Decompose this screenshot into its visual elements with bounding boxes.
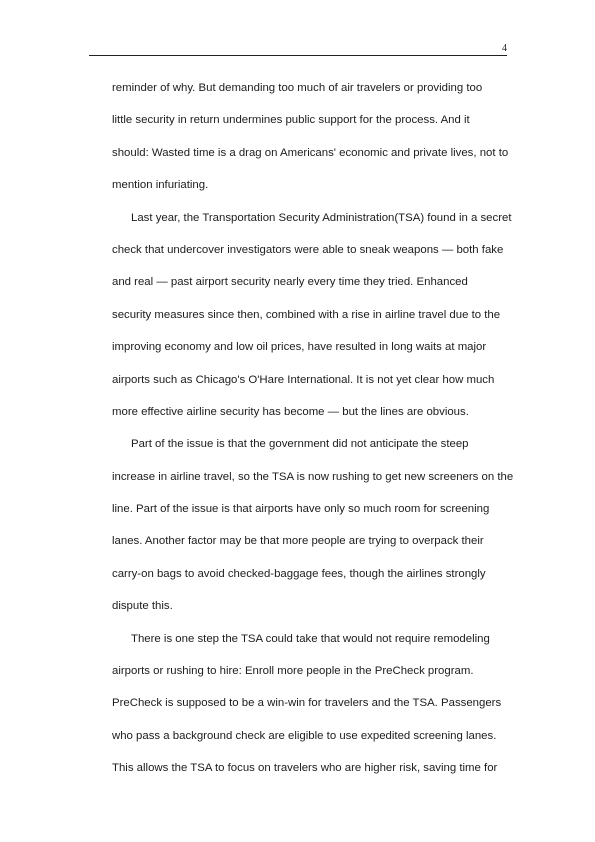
text-line: carry-on bags to avoid checked-baggage fees, though the airlines strongly [112,567,486,580]
text-line: airports or rushing to hire: Enroll more people in the PreCheck program. [112,665,474,678]
text-line: check that undercover investigators were able to sneak weapons — both fake [112,243,504,256]
text-line: should: Wasted time is a drag on Americans' economic and private lives, not to [112,146,509,159]
text-line: security measures since then, combined with a rise in airline travel due to the [112,308,501,321]
text-line: dispute this. [112,600,173,613]
text-line: line. Part of the issue is that airports have only so much room for screening [112,503,490,516]
text-line: who pass a background check are eligible to use expedited screening lanes. [112,729,497,742]
paragraph-first-line: Part of the issue is that the government did not anticipate the steep [131,438,469,451]
text-line: improving economy and low oil prices, have resulted in long waits at major [112,341,487,354]
body-text [112,78,514,791]
text-line: This allows the TSA to focus on travelers who are higher risk, saving time for [112,762,498,775]
text-line: increase in airline travel, so the TSA is now rushing to get new screeners on the [112,470,514,483]
text-line: PreCheck is supposed to be a win-win for travelers and the TSA. Passengers [112,697,502,710]
text-line: reminder of why. But demanding too much of air travelers or providing too [112,82,483,94]
paragraph-first-line: There is one step the TSA could take that would not require remodeling [131,632,490,645]
text-line: little security in return undermines public support for the process. And it [112,114,470,127]
page-number: 4 [502,43,507,54]
text-line: airports such as Chicago's O'Hare International. It is not yet clear how much [112,373,495,386]
text-line: more effective airline security has become — but the lines are obvious. [112,405,469,418]
text-line: and real — past airport security nearly every time they tried. Enhanced [112,276,468,289]
text-line: lanes. Another factor may be that more people are trying to overpack their [112,535,484,548]
text-line: mention infuriating. [112,179,209,192]
paragraph-first-line: Last year, the Transportation Security Administration(TSA) found in a secret [131,211,512,224]
header-rule [89,55,507,56]
